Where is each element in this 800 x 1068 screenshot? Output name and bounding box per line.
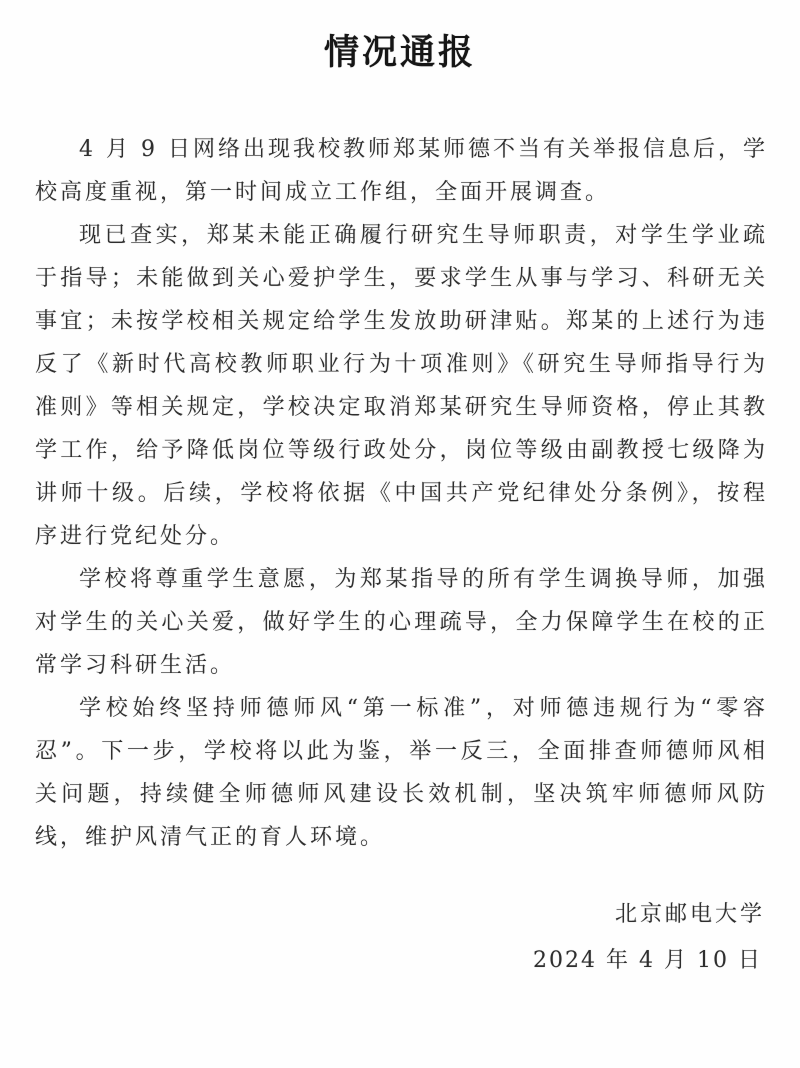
issue-date: 2024 年 4 月 10 日 bbox=[533, 948, 762, 973]
body-paragraph: 学校将尊重学生意愿，为郑某指导的所有学生调换导师，加强对学生的关心关爱，做好学生的心理疏导，全力保障学生在校的正常学习科研生活。 bbox=[35, 567, 768, 678]
document-title: 情况通报 bbox=[323, 32, 476, 73]
body-paragraph: 学校始终坚持师德师风“第一标准”，对师德违规行为“零容忍”。下一步，学校将以此为鉴，举一反三，全面排查师德师风相关问题，持续健全师德师风建设长效机制，坚决筑牢师德师风防线，维护风清气正的育人环境。 bbox=[35, 696, 768, 850]
body-paragraph: 现已查实，郑某未能正确履行研究生导师职责，对学生学业疏于指导；未能做到关心爱护学生，要求学生从事与学习、科研无关事宜；未按学校相关规定给学生发放助研津贴。郑某的上述行为违反了《新时代高校教师职业行为十项准则》《研究生导师指导行为准则》等相关规定，学校决定取消郑某研究生导师资格，停止其教学工作，给予降低岗位等级行政处分，岗位等级由副教授七级降为讲师十级。后续，学校将依据《中国共产党纪律处分条例》，按程序进行党纪处分。 bbox=[35, 223, 768, 549]
document-body bbox=[35, 128, 768, 859]
issuer-signature: 北京邮电大学 bbox=[614, 902, 765, 927]
body-paragraph: 4 月 9 日网络出现我校教师郑某师德不当有关举报信息后，学校高度重视，第一时间成立工作组，全面开展调查。 bbox=[35, 137, 768, 205]
signature-block bbox=[533, 892, 765, 984]
